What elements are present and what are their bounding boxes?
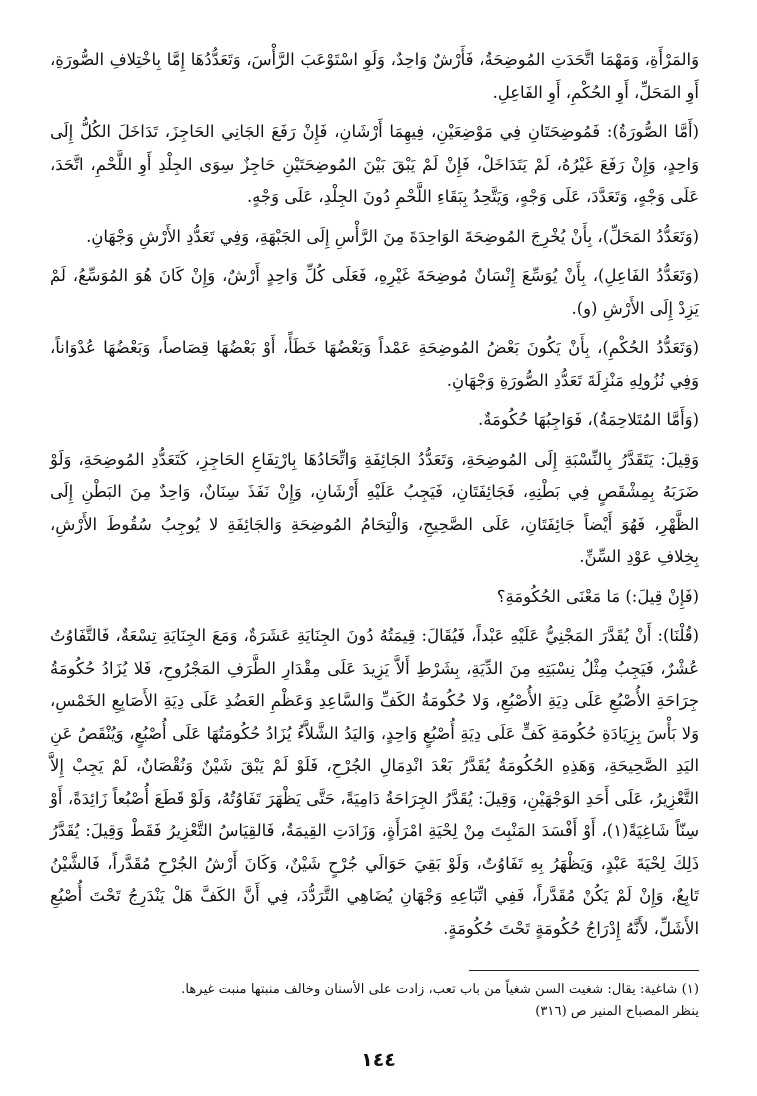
paragraph-surah: (أَمَّا الصُّورَةُ): فَمُوضِحَتَانِ فِي مَوْضِعَيْنِ، فِيهِمَا أَرْشَانِ، فَإِنْ رَفَعَ الجَانِي الحَاجِزَ، تَدَاخَلَ الكُلُّ إِلَى وَاحِدٍ، وَإِنْ رَفَعَ غَيْرُهُ، لَمْ يَتَدَاخَلْ، فَإِنْ لَمْ يَبْقَ بَيْنَ المُوضِحَتَيْنِ حَاجِزٌ سِوَى الجِلْدِ أَوِ اللَّحْمِ، اتَّحَدَ، عَلَى وَجْهٍ، وَتَعَدَّدَ، عَلَى وَجْهٍ، وَيَتَّحِدُ بِبَقَاءِ اللَّحْمِ دُونَ الجِلْدِ، عَلَى وَجْهٍ. (50, 122, 699, 206)
footnotes (50, 970, 699, 1023)
footnote-reference: ينظر المصباح المنير ص (٣١٦) (535, 1004, 699, 1019)
paragraph-question: (فَإِنْ قِيلَ:) مَا مَعْنَى الحُكُومَةِ؟ (496, 586, 699, 606)
paragraph-qila: وَقِيلَ: يَتَقَدَّرُ بِالنِّسْبَةِ إِلَى المُوضِحَةِ، وَتَعَدُّدُ الجَائِفَةِ وَاتِّحَادُهَا بِارْتِفَاعِ الحَاجِزِ، كَتَعَدُّدِ المُوضِحَةِ، وَلَوْ ضَرَبَهُ بِمِشْقَصٍ فِي بَطْنِهِ، فَجَائِفَتَانِ، فَيَجِبُ عَلَيْهِ أَرْشَانِ، وَإِنْ نَفَذَ سِنَانٌ، وَاحِدٌ مِنَ البَطْنِ إِلَى الظَّهْرِ، فَهُوَ أَيْضاً جَائِفَتَانِ، عَلَى الصَّحِيحِ، وَالْتِحَامُ المُوضِحَةِ وَالجَائِفَةِ لا يُوجِبُ سُقُوطَ الأَرْشِ، بِخِلافِ عَوْدِ السِّنِّ. (50, 449, 699, 566)
paragraph-faail: (وَتَعَدُّدُ الفَاعِلِ)، بِأَنْ يُوَسِّعَ إِنْسَانٌ مُوضِحَةَ غَيْرِهِ، فَعَلَى كُلِّ وَاحِدٍ أَرْشٌ، وَإِنْ كَانَ هُوَ المُوَسِّعُ، لَمْ يَزِدْ إِلَى الأَرْشِ (و). (50, 266, 699, 318)
footnote-text: (١) شاغية: يقال: شغيت السن شغياً من باب تعب، زادت على الأسنان وخالف منبتها منبت غيرها. (181, 982, 699, 997)
main-text (50, 44, 699, 945)
paragraph-mutalahima: (وَأَمَّا المُتَلاحِمَةُ)، فَوَاجِبُهَا حُكُومَةٌ. (477, 410, 699, 429)
paragraph-hukm: (وَتَعَدُّدُ الحُكْمِ)، بِأَنْ يَكُونَ بَعْضُ المُوضِحَةِ عَمْداً وَبَعْضُهَا خَطَأً، أَوْ بَعْضُهَا قِصَاصاً، وَبَعْضُهَا عُدْوَاناً، وَفِي نُزُولِهِ مَنْزِلَةَ تَعَدُّدِ الصُّورَةِ وَجْهَانِ. (50, 338, 699, 390)
page-number: ١٤٤ (361, 1049, 396, 1071)
paragraph-answer: (قُلْنَا): أَنْ يُقَدَّرَ المَجْنِيُّ عَلَيْهِ عَبْداً، فَيُقَالَ: قِيمَتُهُ دُونَ الجِنَايَةِ عَشَرَةٌ، وَمَعَ الجِنَايَةِ تِسْعَةٌ، فَالتَّفَاوُتُ عُشْرٌ، فَيَجِبُ مِثْلُ نِسْبَتِهِ مِنَ الدِّيَةِ، بِشَرْطِ أَلاَّ يَزِيدَ عَلَى مِقْدَارِ الطَّرَفِ المَجْرُوحِ، فَلا يُزَادُ حُكُومَةُ جِرَاحَةِ الأُصْبُعِ عَلَى دِيَةِ الأُصْبُعِ، وَلا حُكُومَةُ الكَفِّ وَالسَّاعِدِ وَعَظْمِ العَضُدِ عَلَى دِيَةِ الأَصَابِعِ الخَمْسِ، وَلا بَأْسَ بِزِيَادَةِ حُكُومَةِ كَفٍّ عَلَى دِيَةِ أُصْبُعٍ وَاحِدٍ، وَاليَدُ الشَّلاَّءُ يُزَادُ حُكُومَتُهَا عَلَى أُصْبُعٍ، وَيُنْقَصُ عَنِ اليَدِ الصَّحِيحَةِ، وَهَذِهِ الحُكُومَةُ يُقَدَّرُ بَعْدَ انْدِمَالِ الجُرْحِ، فَلَوْ لَمْ يَبْقَ شَيْنٌ وَنُقْصَانٌ، لَمْ يَجِبْ إِلاَّ التَّعْزِيرُ، عَلَى أَحَدِ الوَجْهَيْنِ، وَقِيلَ: يُقَدَّرُ الجِرَاحَةُ دَامِيَةً، حَتَّى يَظْهَرَ تَفَاوُتُهُ، وَلَوْ قَطَعَ أُصْبُعاً زَائِدَةً، أَوْ سِنّاً شَاغِيَةً(١)، أَوْ أَفْسَدَ المَنْبِتَ مِنْ لِحْيَةِ امْرَأَةٍ، وَزَادَتِ القِيمَةُ، فَالقِيَاسُ التَّعْزِيرُ فَقَطْ وَقِيلَ: يُقَدَّرُ ذَلِكَ لِحْيَةَ عَبْدٍ، وَيَظْهَرُ بِهِ تَفَاوُتٌ، وَلَوْ بَقِيَ حَوَالَي جُرْحٍ شَيْنٌ، وَكَانَ أَرْشُ الجُرْحِ مُقَدَّراً، فَالشَّيْنُ تَابِعٌ، وَإِنْ لَمْ يَكُنْ مُقَدَّراً، فَفِي اتِّبَاعِهِ وَجْهَانِ يُضَاهِي التَّرَدُّدَ، فِي أَنَّ الكَفَّ هَلْ يَنْدَرِجُ تَحْتَ أُصْبُعِ الأَشَلِّ، لأَنَّهُ إِدْرَاجُ حُكُومَةٍ تَحْتَ حُكُومَةٍ. (50, 626, 700, 938)
paragraph-mahal: (وَتَعَدُّدُ المَحَلِّ)، بِأَنْ يُخْرِجَ المُوضِحَةَ الوَاحِدَةَ مِنَ الرَّأْسِ إِلَى الجَبْهَةِ، وَفِي تَعَدُّدِ الأَرْشِ وَجْهَانِ. (86, 226, 699, 246)
paragraph-intro: وَالمَرْأَةِ، وَمَهْمَا اتَّحَدَتِ المُوضِحَةُ، فَأَرْشٌ وَاحِدٌ، وَلَوِ اسْتَوْعَبَ الرَّأْسَ، وَتَعَدُّدُهَا إِمَّا بِاخْتِلافِ الصُّورَةِ، أَوِ المَحَلِّ، أَوِ الحُكْمِ، أَوِ الفَاعِلِ. (50, 50, 699, 102)
footnote-divider (469, 970, 699, 971)
